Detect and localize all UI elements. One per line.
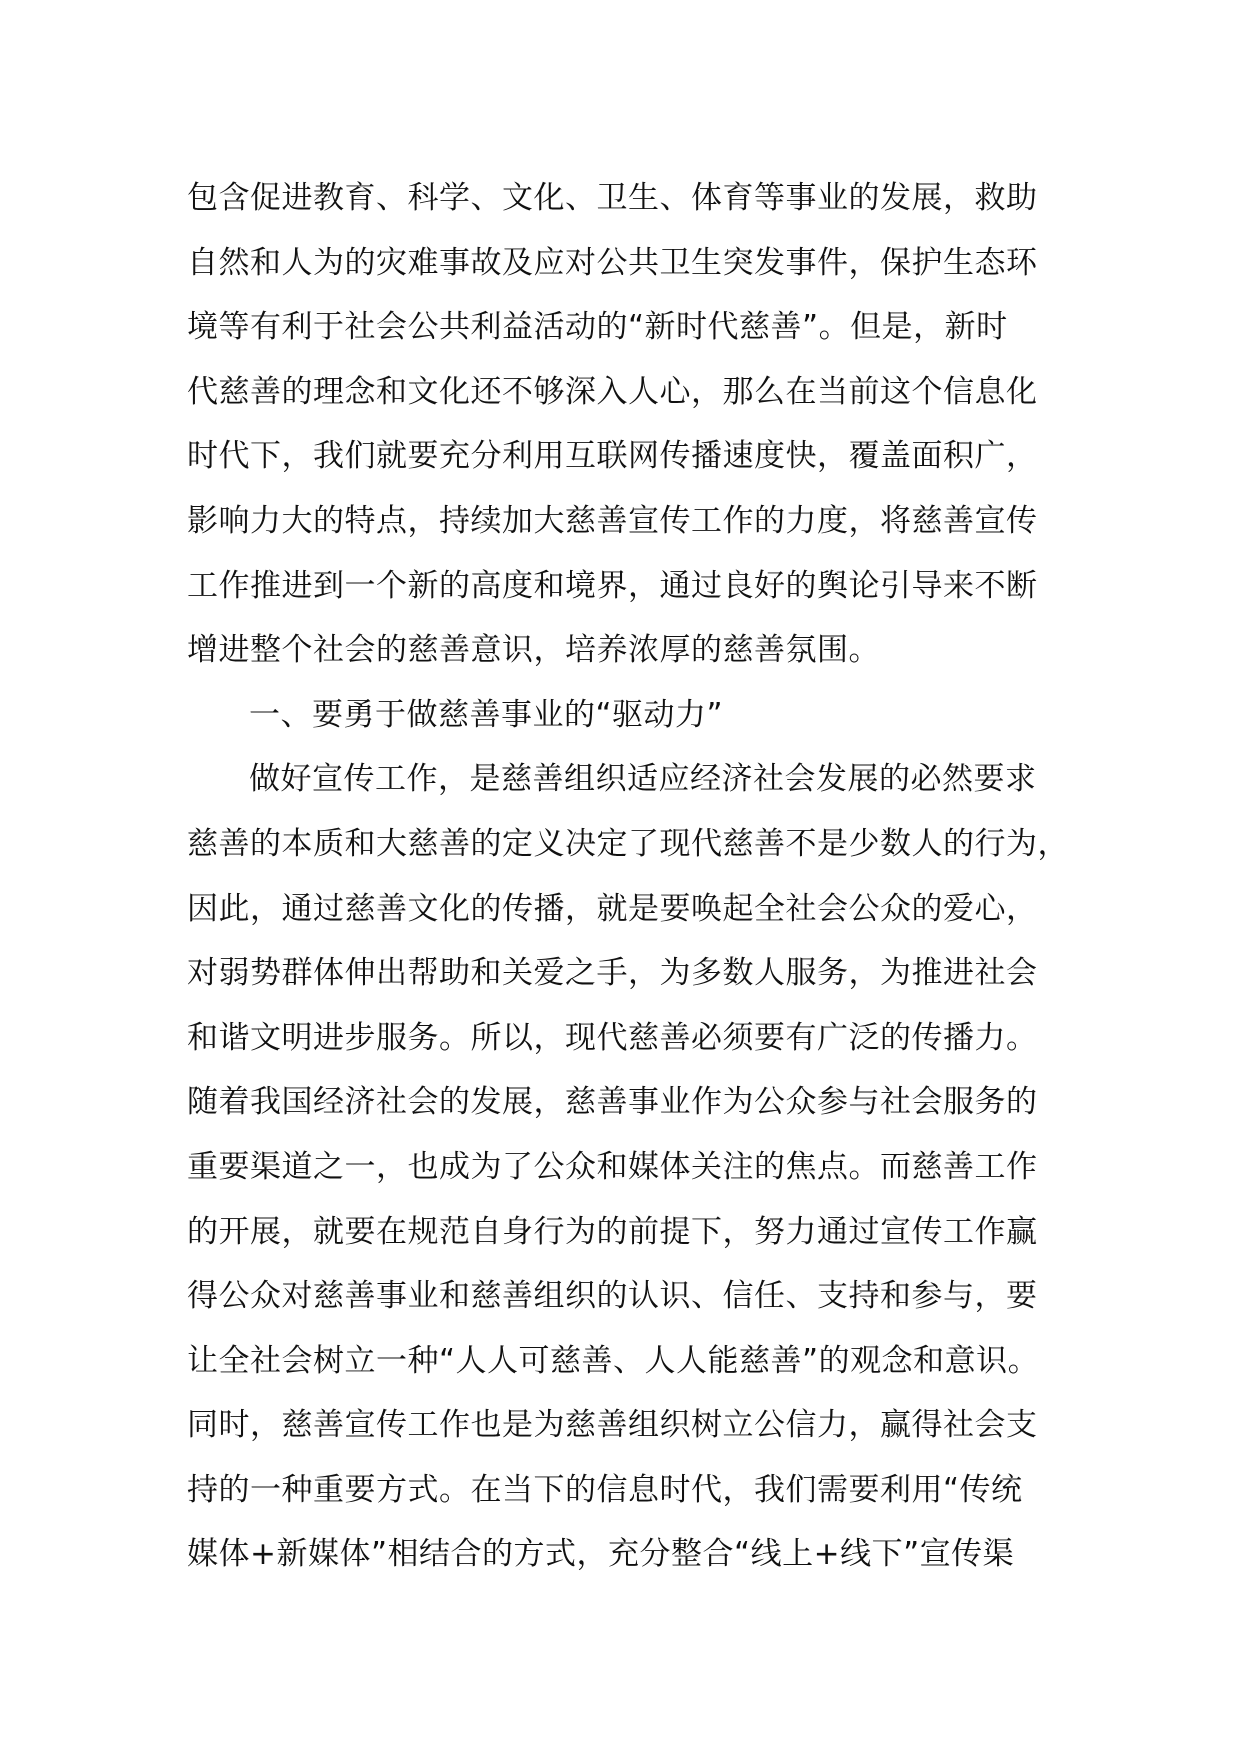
body-line: 让全社会树立一种“人人可慈善、人人能慈善”的观念和意识。 <box>187 1342 1040 1379</box>
body-line: 持的一种重要方式。在当下的信息时代，我们需要利用“传统 <box>187 1471 1023 1508</box>
body-line: 工作推进到一个新的高度和境界，通过良好的舆论引导来不断 <box>187 567 1038 604</box>
body-line: 增进整个社会的慈善意识，培养浓厚的慈善氛围。 <box>187 632 880 669</box>
body-line: 重要渠道之一，也成为了公众和媒体关注的焦点。而慈善工作 <box>187 1148 1038 1185</box>
body-line: 时代下，我们就要充分利用互联网传播速度快，覆盖面积广， <box>187 438 1038 475</box>
body-line: 代慈善的理念和文化还不够深入人心，那么在当前这个信息化 <box>187 373 1038 410</box>
body-line: 得公众对慈善事业和慈善组织的认识、信任、支持和参与，要 <box>187 1278 1038 1315</box>
body-line: 对弱势群体伸出帮助和关爱之手，为多数人服务，为推进社会 <box>187 955 1038 992</box>
section-heading: 一、要勇于做慈善事业的“驱动力” <box>249 696 724 733</box>
paragraph-first-line: 做好宣传工作，是慈善组织适应经济社会发展的必然要求 <box>249 761 1037 798</box>
body-line: 影响力大的特点，持续加大慈善宣传工作的力度，将慈善宣传 <box>187 502 1038 539</box>
document-body <box>187 166 1067 1587</box>
body-line: 和谐文明进步服务。所以，现代慈善必须要有广泛的传播力。 <box>187 1019 1038 1056</box>
body-line: 随着我国经济社会的发展，慈善事业作为公众参与社会服务的 <box>187 1084 1038 1121</box>
body-line: 包含促进教育、科学、文化、卫生、体育等事业的发展，救助 <box>187 180 1038 216</box>
body-line: 因此，通过慈善文化的传播，就是要唤起全社会公众的爱心， <box>187 890 1038 927</box>
body-line: 自然和人为的灾难事故及应对公共卫生突发事件，保护生态环 <box>187 244 1038 281</box>
body-line: 境等有利于社会公共利益活动的“新时代慈善”。但是，新时 <box>187 309 1008 346</box>
body-line: 同时，慈善宣传工作也是为慈善组织树立公信力，赢得社会支 <box>187 1407 1038 1444</box>
body-line: 的开展，就要在规范自身行为的前提下，努力通过宣传工作赢 <box>187 1213 1038 1250</box>
body-line: 慈善的本质和大慈善的定义决定了现代慈善不是少数人的行为， <box>187 825 1069 862</box>
body-line: 媒体+新媒体”相结合的方式，充分整合“线上+线下”宣传渠 <box>187 1536 1015 1573</box>
